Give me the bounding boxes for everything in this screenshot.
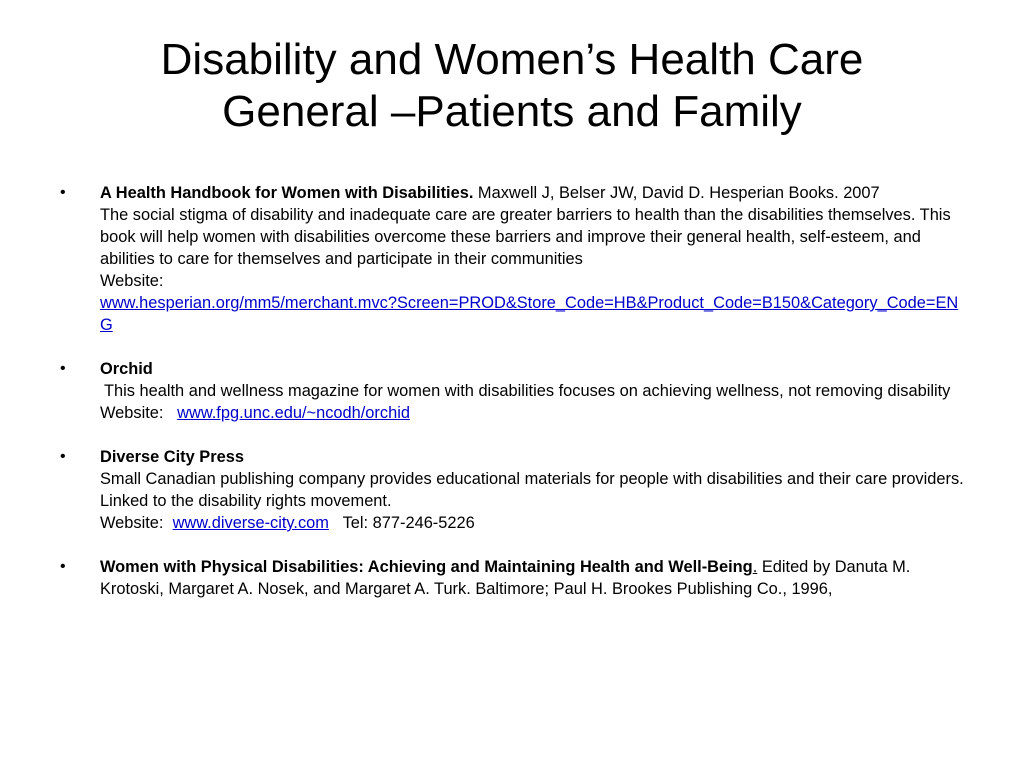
item-body [100, 556, 972, 600]
website-link[interactable]: www.fpg.unc.edu/~ncodh/orchid [177, 404, 410, 422]
bullet-icon: • [60, 360, 66, 377]
item-heading [100, 358, 972, 380]
item-heading [100, 556, 972, 600]
website-link[interactable]: www.hesperian.org/mm5/merchant.mvc?Screen=PROD&Store_Code=HB&Product_Code=B150&Category_Code=ENG [100, 294, 959, 334]
list-item [60, 182, 972, 336]
item-title: A Health Handbook for Women with Disabilities. [100, 184, 474, 202]
item-title: Diverse City Press [100, 448, 244, 466]
website-row [100, 512, 972, 534]
website-label: Website: [100, 272, 164, 290]
list-item [60, 358, 972, 424]
website-row [100, 402, 972, 424]
website-label: Website: [100, 514, 164, 532]
title-line-2: General –Patients and Family [222, 87, 802, 136]
bullet-icon: • [60, 558, 66, 575]
item-description: The social stigma of disability and inadequate care are greater barriers to health than the disabilities themselves. This book will help women with disabilities overcome these barriers and improve their general health, self-esteem, and abilities to care for themselves and participate in their communities [100, 206, 951, 268]
item-body [100, 182, 972, 336]
item-title-end: . [752, 558, 758, 576]
telephone: Tel: 877-246-5226 [342, 514, 475, 532]
item-description: This health and wellness magazine for women with disabilities focuses on achieving wellness, not removing disability [104, 382, 951, 400]
bullet-icon: • [60, 448, 66, 465]
website-label: Website: [100, 404, 164, 422]
resource-list [60, 182, 972, 622]
title-line-1: Disability and Women’s Health Care [160, 35, 864, 84]
item-heading [100, 182, 972, 204]
bullet-icon: • [60, 184, 66, 201]
item-title: Women with Physical Disabilities: Achieving and Maintaining Health and Well-Being [100, 558, 753, 576]
item-description: Small Canadian publishing company provides educational materials for people with disabilities and their care providers. Linked to the disability rights movement. [100, 470, 964, 510]
list-item [60, 446, 972, 534]
website-link[interactable]: www.diverse-city.com [172, 514, 329, 532]
item-citation: Edited by Danuta M. Krotoski, Margaret A. Nosek, and Margaret A. Turk. Baltimore; Paul H. Brookes Publishing Co., 1996, [100, 558, 911, 598]
item-body [100, 358, 972, 424]
list-item [60, 556, 972, 600]
slide-title [40, 34, 984, 138]
item-body [100, 446, 972, 534]
item-heading [100, 446, 972, 468]
item-title: Orchid [100, 360, 153, 378]
item-citation: Maxwell J, Belser JW, David D. Hesperian Books. 2007 [473, 184, 880, 202]
